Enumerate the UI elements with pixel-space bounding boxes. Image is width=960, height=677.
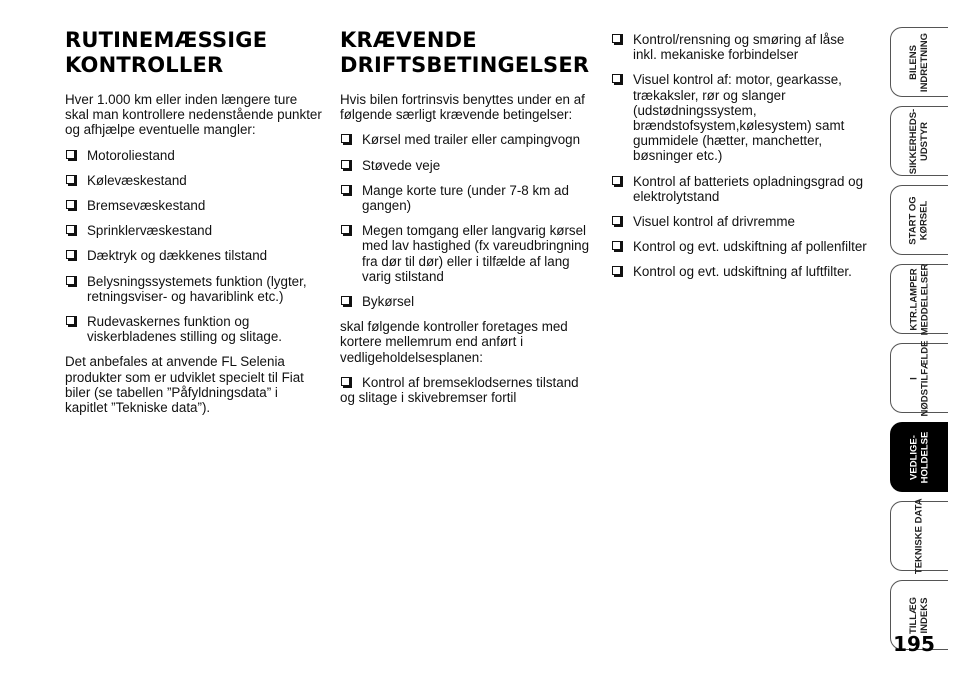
list-item: Belysningssystemets funktion (lygter, retningsviser- og havariblink etc.) (65, 274, 323, 304)
list-item: Megen tomgang eller langvarig kørsel med lav hastighed (fx vareudbringning fra dør til dør) eller i tilfælde af lang varig stilstand (340, 223, 593, 284)
page-number: 195 (893, 632, 935, 656)
list-item: Kontrol af batteriets opladningsgrad og elektrolytstand (611, 174, 867, 204)
routine-checks-title: RUTINEMÆSSIGE KONTROLLER (65, 28, 268, 77)
checkbox-icon (612, 216, 621, 225)
routine-checks-column (65, 28, 323, 421)
routine-checks-intro: Hver 1.000 km eller inden længere ture skal man kontrollere nedenstående punkter og afhjælpe eventuelle mangler: (65, 92, 322, 138)
demanding-conditions-list (340, 132, 593, 309)
checkbox-icon (341, 225, 350, 234)
list-item: Mange korte ture (under 7-8 km ad gangen) (340, 183, 593, 213)
tab-sikkerhedsudstyr[interactable]: SIKKERHEDS- UDSTYR (890, 106, 948, 176)
checkbox-icon (612, 34, 621, 43)
list-item: Kølevæskestand (65, 173, 323, 188)
demanding-conditions-column (340, 28, 593, 415)
demanding-conditions-intro: Hvis bilen fortrinsvis benyttes under en af følgende særligt krævende betingelser: (340, 92, 585, 123)
checkbox-icon (341, 134, 350, 143)
checkbox-icon (66, 200, 75, 209)
checkbox-icon (612, 266, 621, 275)
checkbox-icon (66, 150, 75, 159)
routine-checks-outro: Det anbefales at anvende FL Selenia produkter som er udviklet specielt til Fiat biler (se tabellen ”Påfyldningsdata” i kapitlet ”Tekniske data”). (65, 354, 304, 416)
list-item: Støvede veje (340, 158, 593, 173)
demanding-conditions-title: KRÆVENDE DRIFTSBETINGELSER (340, 28, 590, 77)
additional-checks-list (611, 32, 867, 280)
list-item: Motoroliestand (65, 148, 323, 163)
checkbox-icon (612, 241, 621, 250)
tab-tillaeg-indeks[interactable]: TILLÆG INDEKS (890, 580, 948, 650)
list-item: Dæktryk og dækkenes tilstand (65, 248, 323, 263)
list-item: Kontrol/rensning og smøring af låse inkl. mekaniske forbindelser (611, 32, 867, 62)
list-item: Kontrol og evt. udskiftning af luftfilter. (611, 264, 867, 279)
list-item: Bykørsel (340, 294, 593, 309)
tab-tekniske-data[interactable]: TEKNISKE DATA (890, 501, 948, 571)
checkbox-icon (66, 250, 75, 259)
checkbox-icon (612, 176, 621, 185)
additional-checks-column (611, 32, 867, 290)
list-item: Kontrol af bremseklodsernes tilstand og slitage i skivebremser fortil (340, 374, 579, 406)
checkbox-icon (612, 74, 621, 83)
checkbox-icon (341, 185, 350, 194)
tab-vedligeholdelse[interactable]: VEDLIGE- HOLDELSE (890, 422, 948, 492)
list-item: Sprinklervæskestand (65, 223, 323, 238)
list-item: Kontrol og evt. udskiftning af pollenfilter (611, 239, 867, 254)
checkbox-icon (341, 377, 350, 386)
list-item: Kørsel med trailer eller campingvogn (340, 132, 593, 147)
list-item: Rudevaskernes funktion og viskerbladenes stilling og slitage. (65, 314, 323, 344)
checkbox-icon (341, 160, 350, 169)
checkbox-icon (66, 276, 75, 285)
checkbox-icon (66, 316, 75, 325)
checkbox-icon (66, 175, 75, 184)
tab-bilens-indretning[interactable]: BILENS INDRETNING (890, 27, 948, 97)
checkbox-icon (66, 225, 75, 234)
tab-start-og-koersel[interactable]: START OG KØRSEL (890, 185, 948, 255)
tab-ktr-lamper[interactable]: KTR.LAMPER MEDDELELSER (890, 264, 948, 334)
demanding-conditions-middle: skal følgende kontroller foretages med kortere mellemrum end anført i vedligeholdelsesplanen: (340, 319, 568, 365)
list-item: Bremsevæskestand (65, 198, 323, 213)
list-item: Visuel kontrol af drivremme (611, 214, 867, 229)
list-item: Visuel kontrol af: motor, gearkasse, trækaksler, rør og slanger (udstødningssystem, brændstofsystem,kølesystem) samt gummidele (hætter, manchetter, bøsninger etc.) (611, 72, 867, 163)
checkbox-icon (341, 296, 350, 305)
tab-noedstilfaelde[interactable]: I NØDSTILFÆLDE (890, 343, 948, 413)
demanding-conditions-checks (340, 375, 593, 405)
routine-checks-list (65, 148, 323, 345)
